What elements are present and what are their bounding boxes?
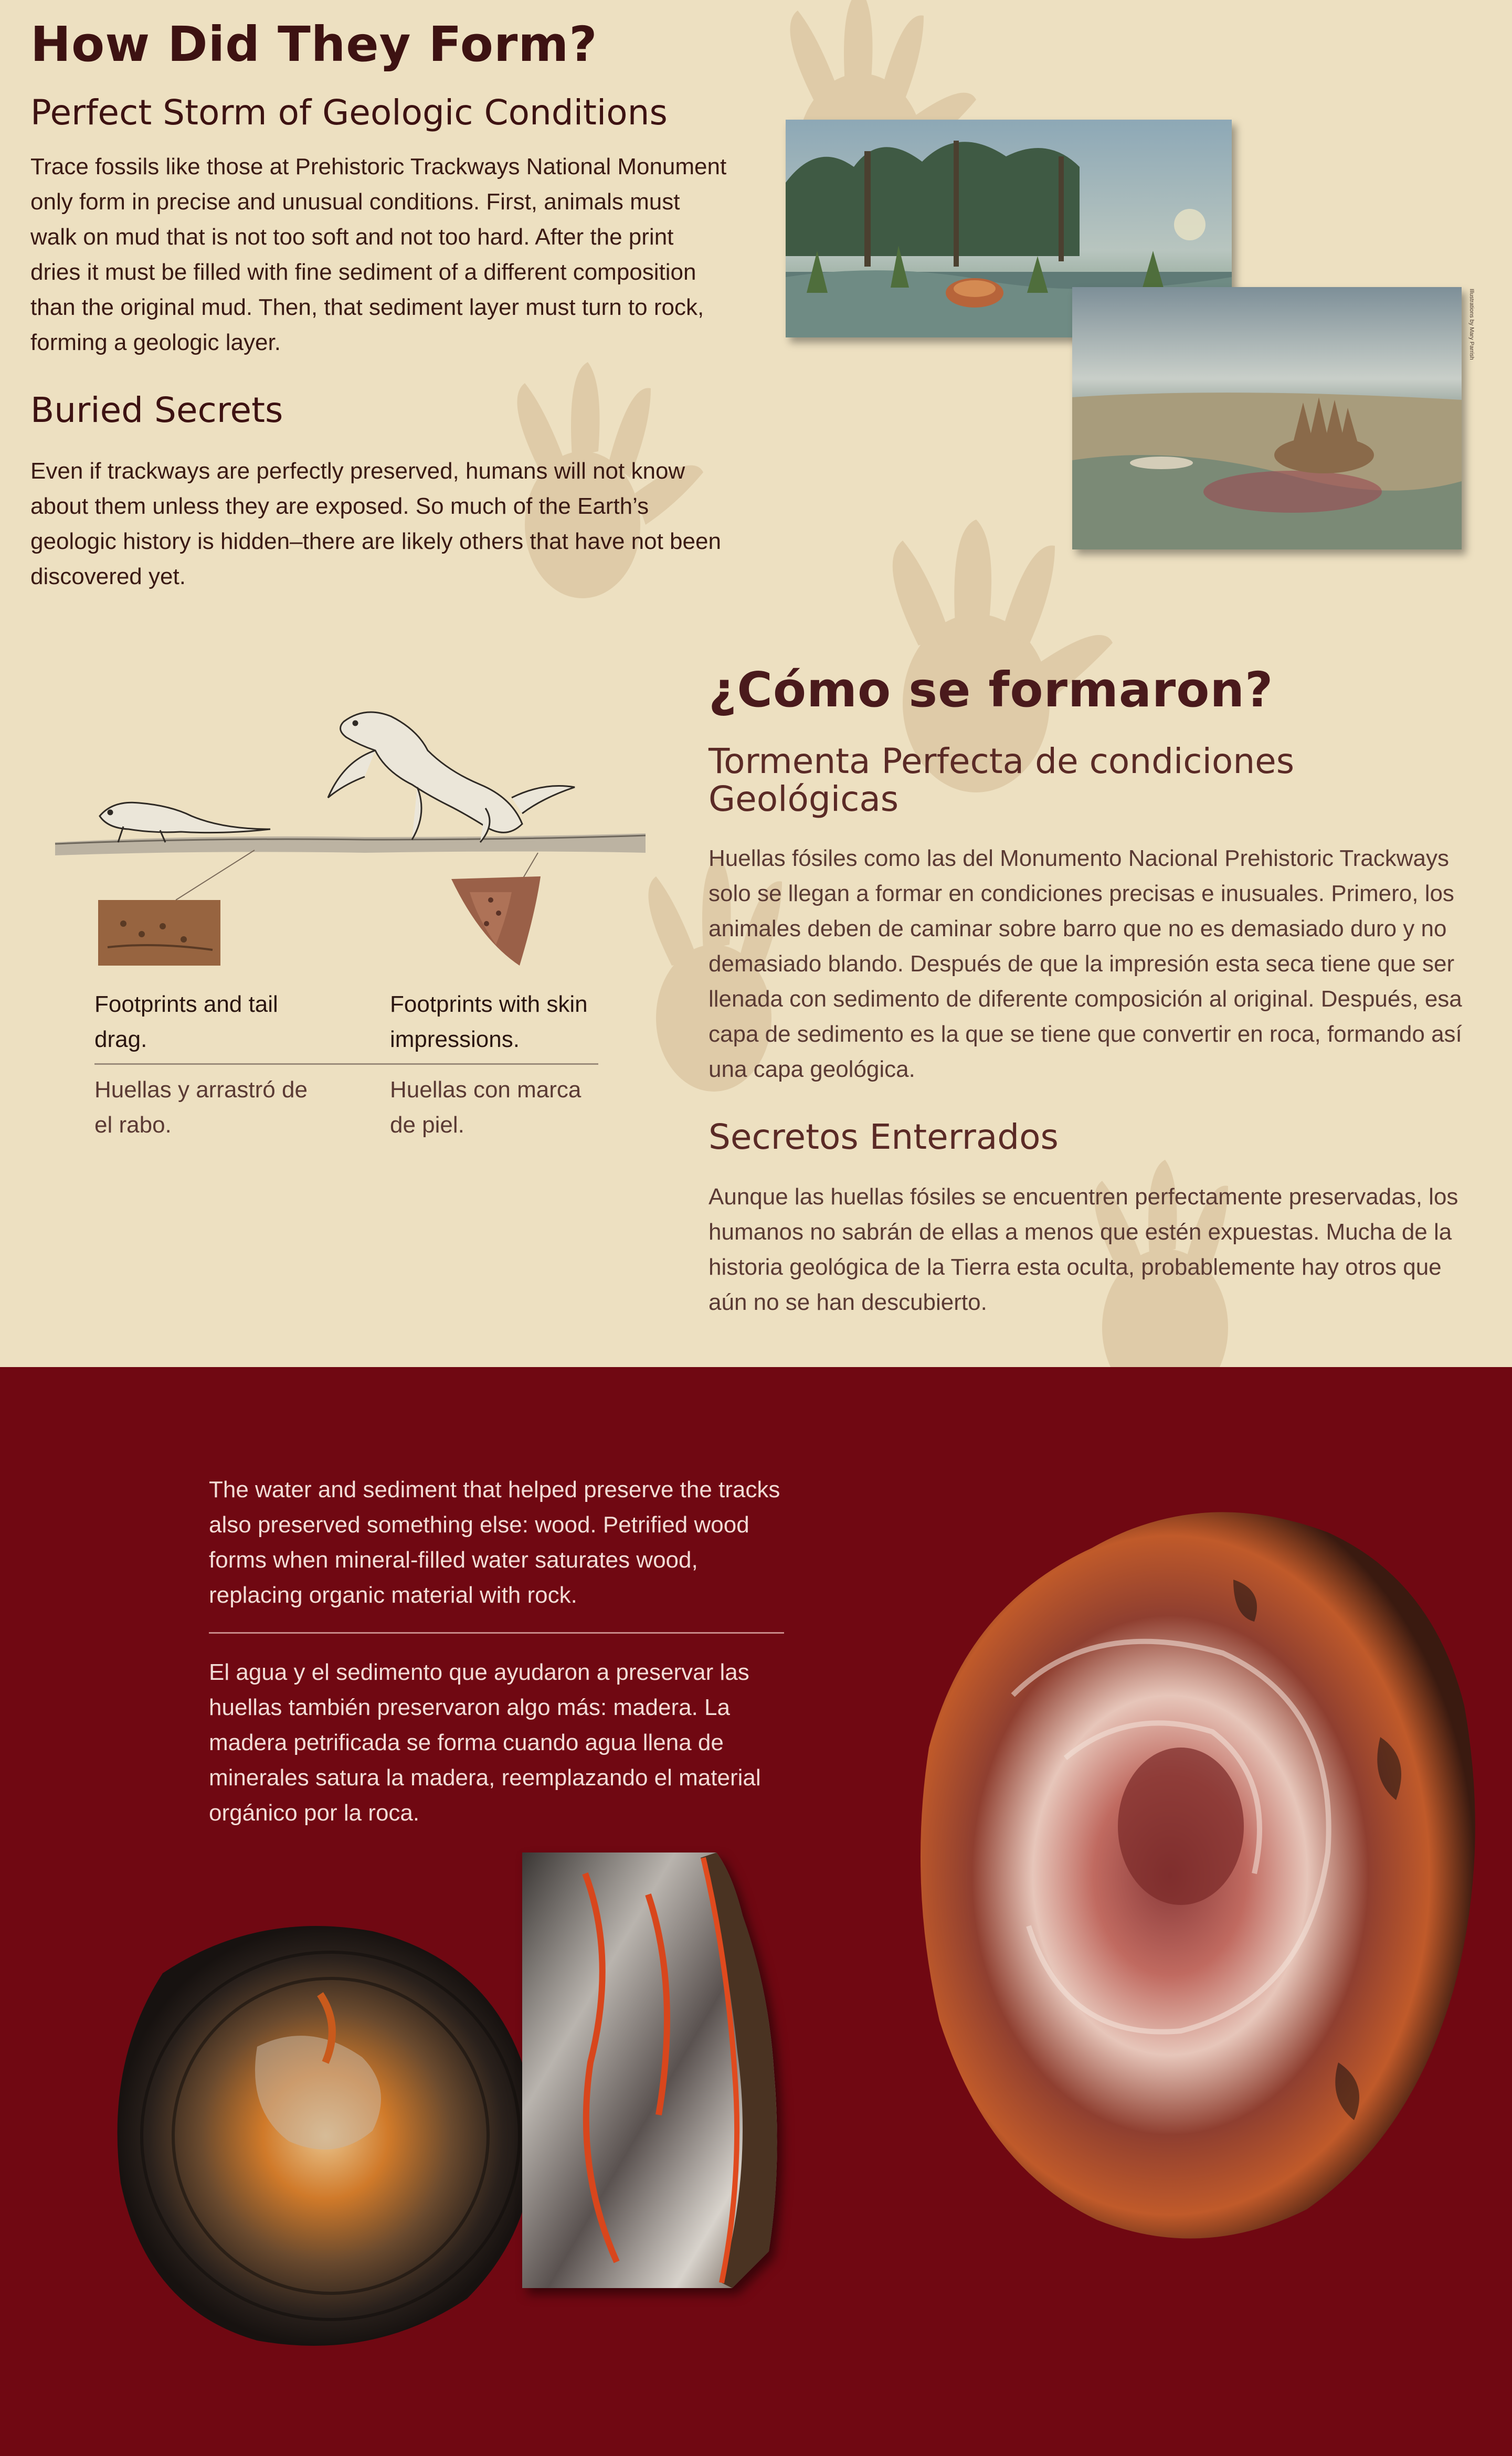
section-body-buried-secrets: Even if trackways are perfectly preserved, humans will not know about them unless they are exposed. So much of the Earth’s geologic history is hidden–there are likely others that have not been discovered yet.: [30, 458, 721, 589]
caption-skin-impressions-en: Footprints with skin impressions.: [390, 991, 588, 1052]
caption-tail-drag-es: Huellas y arrastró de el rabo.: [94, 1077, 308, 1138]
illustration-credit: Illustrations by Mary Parrish: [1468, 289, 1475, 360]
skin-impression-slab-photo: [451, 876, 541, 966]
section-heading-buried-secrets: Buried Secrets: [30, 390, 283, 430]
section-body-tormenta: Huellas fósiles como las del Monumento Nacional Prehistoric Trackways solo se llegan a formar en condiciones precisas e inusuales. Primero, los animales deben de caminar sobre barro que no es demasiado duro y no demasiado blando. Después de que la impresión esta seca tiene que ser llenada con sedimento de diferente composición al original. Después, esa capa de sedimento es la que se tiene que convertir en roca, formando así una capa geológica.: [709, 845, 1462, 1082]
section-heading-perfect-storm: Perfect Storm of Geologic Conditions: [30, 92, 668, 133]
caption-tail-drag-en: Footprints and tail drag.: [94, 991, 278, 1052]
trackmaker-diagram: [50, 693, 648, 971]
section-heading-tormenta: Tormenta Perfecta de condiciones Geológicas: [709, 741, 1295, 819]
section-body-secretos: Aunque las huellas fósiles se encuentren perfectamente preservadas, los humanos no sabrán de ellas a menos que estén expuestas. Mucha de la historia geológica de la Tierra esta oculta, probablemente hay otros que aún no se han descubierto.: [709, 1184, 1458, 1315]
shoreline-dimetrodon-illustration: [1072, 287, 1462, 549]
caption-skin-impressions-es: Huellas con marca de piel.: [390, 1077, 581, 1138]
tail-drag-slab-photo: [98, 900, 220, 966]
petrified-wood-divider: [209, 1632, 784, 1634]
petrified-wood-slab-photo: [522, 1852, 782, 2288]
petrified-wood-round-photo: [100, 1889, 572, 2362]
petrified-wood-text-es: El agua y el sedimento que ayudaron a preservar las huellas también preservaron algo más: madera. La madera petrificada se forma cuando agua llena de minerales satura la madera, reemplazando el material orgánico por la roca.: [209, 1659, 761, 1826]
petrified-wood-text-en: The water and sediment that helped preserve the tracks also preserved something else: wood. Petrified wood forms when mineral-filled water saturates wood, replacing organic material with rock.: [209, 1477, 780, 1608]
petrified-wood-large-specimen-photo: [908, 1485, 1496, 2262]
caption-divider: [94, 1063, 598, 1065]
page-title-es: ¿Cómo se formaron?: [709, 662, 1274, 718]
page-title: How Did They Form?: [30, 16, 598, 72]
section-body-perfect-storm: Trace fossils like those at Prehistoric Trackways National Monument only form in precise and unusual conditions. First, animals must walk on mud that is not too soft and not too hard. After the print dries it must be filled with fine sediment of a different composition than the original mud. Then, that sediment layer must turn to rock, forming a geologic layer.: [30, 154, 727, 355]
section-heading-secretos: Secretos Enterrados: [709, 1117, 1059, 1157]
